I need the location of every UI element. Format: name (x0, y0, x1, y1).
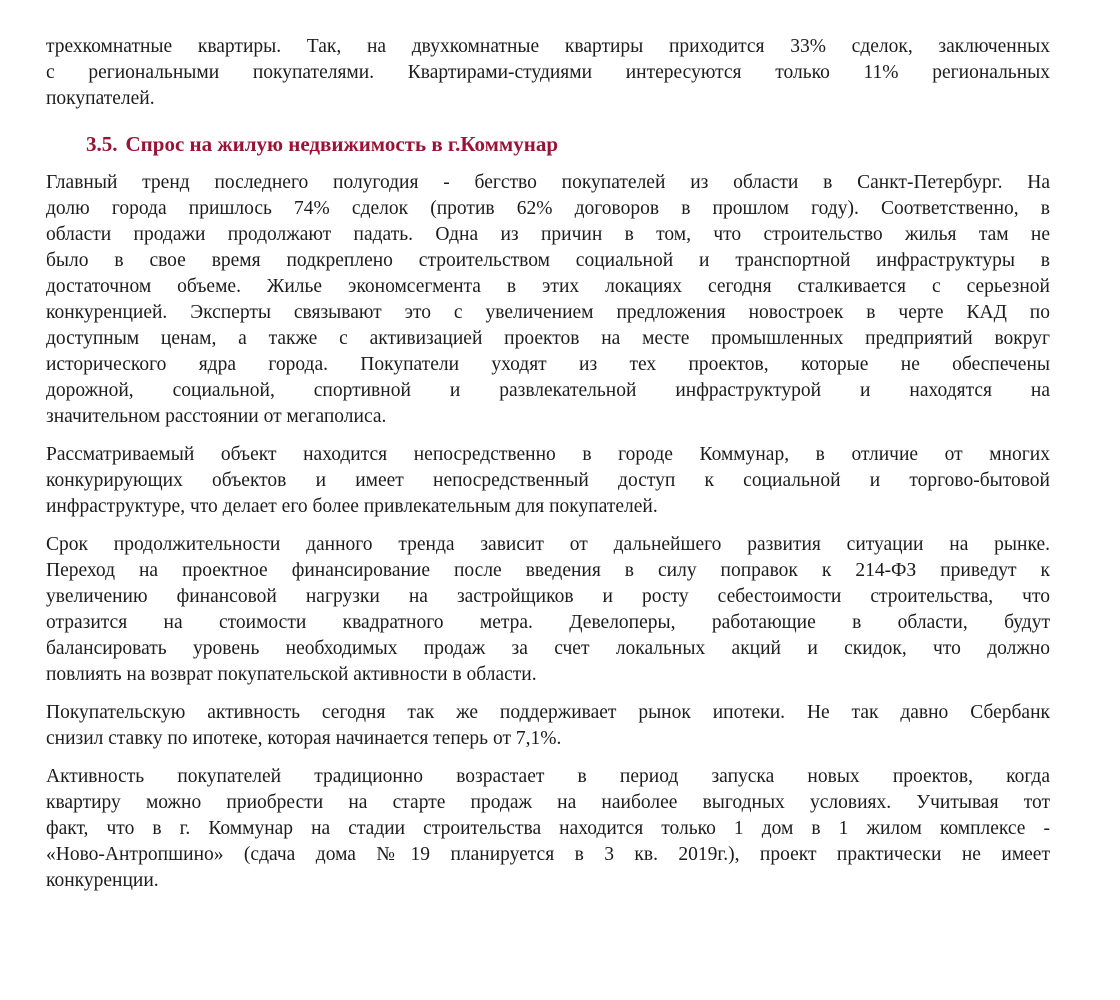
paragraph-object (46, 442, 1050, 520)
text-line: инфраструктуре, что делает его более привлекательным для покупателей. (46, 496, 658, 517)
text-line: значительном расстоянии от мегаполиса. (46, 406, 387, 427)
section-title: Спрос на жилую недвижимость в г.Коммунар (125, 132, 558, 156)
text-line: конкуренции. (46, 870, 159, 891)
text-line: доступным ценам, а также с активизацией проектов на месте промышленных предприятий вокруг (46, 328, 1050, 349)
text-line: покупателей. (46, 88, 155, 109)
text-line: трехкомнатные квартиры. Так, на двухкомнатные квартиры приходится 33% сделок, заключенных (46, 36, 1050, 57)
text-line: с региональными покупателями. Квартирами-студиями интересуются только 11% региональных (46, 62, 1050, 83)
text-line: Главный тренд последнего полугодия - бегство покупателей из области в Санкт-Петербург. На (46, 172, 1050, 193)
text-line: было в свое время подкреплено строительством социальной и транспортной инфраструктуры в (46, 250, 1050, 271)
text-line: отразится на стоимости квадратного метра. Девелоперы, работающие в области, будут (46, 612, 1050, 633)
intro-paragraph (46, 34, 1050, 112)
text-line: исторического ядра города. Покупатели уходят из тех проектов, которые не обеспечены (46, 354, 1050, 375)
paragraph-activity (46, 764, 1050, 894)
text-line: Переход на проектное финансирование после введения в силу поправок к 214-ФЗ приведут к (46, 560, 1050, 581)
text-line: Рассматриваемый объект находится непосредственно в городе Коммунар, в отличие от многих (46, 444, 1050, 465)
text-line: области продажи продолжают падать. Одна из причин в том, что строительство жилья там не (46, 224, 1050, 245)
text-line: Активность покупателей традиционно возрастает в период запуска новых проектов, когда (46, 766, 1050, 787)
text-line: долю города пришлось 74% сделок (против 62% договоров в прошлом году). Соответственно, в (46, 198, 1050, 219)
text-line: конкурирующих объектов и имеет непосредственный доступ к социальной и торгово-бытовой (46, 470, 1050, 491)
text-line: Срок продолжительности данного тренда зависит от дальнейшего развития ситуации на рынке. (46, 534, 1050, 555)
section-heading (86, 130, 1050, 158)
document-content (46, 34, 1050, 906)
text-line: конкуренцией. Эксперты связывают это с увеличением предложения новостроек в черте КАД по (46, 302, 1050, 323)
text-line: балансировать уровень необходимых продаж за счет локальных акций и скидок, что должно (46, 638, 1050, 659)
text-line: увеличению финансовой нагрузки на застройщиков и росту себестоимости строительства, что (46, 586, 1050, 607)
text-line: повлиять на возврат покупательской активности в области. (46, 664, 537, 685)
text-line: дорожной, социальной, спортивной и развлекательной инфраструктурой и находятся на (46, 380, 1050, 401)
text-line: Покупательскую активность сегодня так же поддерживает рынок ипотеки. Не так давно Сбербанк (46, 702, 1050, 723)
paragraph-mortgage (46, 700, 1050, 752)
text-line: факт, что в г. Коммунар на стадии строительства находится только 1 дом в 1 жилом комплексе - (46, 818, 1050, 839)
text-line: квартиру можно приобрести на старте продаж на наиболее выгодных условиях. Учитывая тот (46, 792, 1050, 813)
section-number: 3.5. (86, 132, 118, 156)
text-line: снизил ставку по ипотеке, которая начинается теперь от 7,1%. (46, 728, 562, 749)
paragraph-duration (46, 532, 1050, 688)
text-line: достаточном объеме. Жилье экономсегмента в этих локациях сегодня сталкивается с серьезной (46, 276, 1050, 297)
text-line: «Ново-Антропшино» (сдача дома №19 планируется в 3 кв. 2019г.), проект практически не имеет (46, 844, 1050, 865)
paragraph-trend (46, 170, 1050, 430)
